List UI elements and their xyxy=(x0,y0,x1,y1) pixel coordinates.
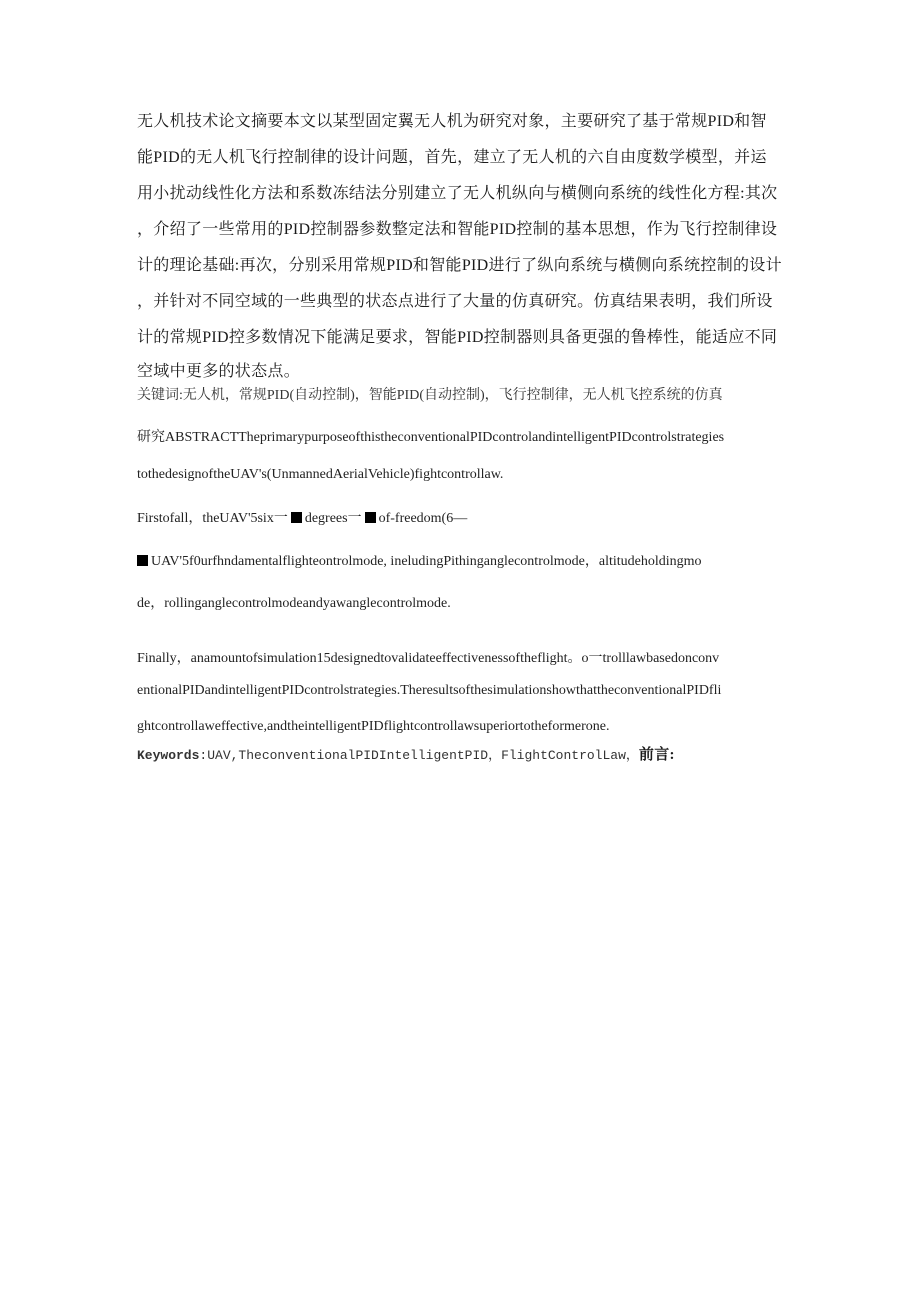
abstract-cn-line: 能PID的无人机飞行控制律的设计问题，首先，建立了无人机的六自由度数学模型，并运 xyxy=(137,149,767,166)
preface-heading: 前言: xyxy=(638,747,675,763)
abstract-en-line: tothedesignoftheUAV's(UnmannedAerialVehicle)fightcontrollaw. xyxy=(137,467,504,482)
abstract-en-line xyxy=(137,507,467,527)
keywords-en-value: :UAV,TheconventionalPIDIntelligentPID，FlightControlLaw， xyxy=(199,748,639,763)
abstract-en-fragment: of-freedom(6— xyxy=(378,511,468,526)
abstract-en-fragment: UAV'5f0urfhndamentalflighteontrolmode, ineludingPithinganglecontrolmode，altitudeholdingmo xyxy=(151,554,702,569)
keywords-cn: 关键词:无人机，常规PID(自动控制)，智能PID(自动控制)，飞行控制律，无人机飞控系统的仿真 xyxy=(137,388,723,403)
abstract-cn-line: 空域中更多的状态点。 xyxy=(137,363,301,380)
abstract-en-line: Finally，anamountofsimulation15designedtovalidateeffectivenessoftheflight。o一trolllawbasedonconv xyxy=(137,651,720,666)
abstract-en-line xyxy=(137,550,702,570)
abstract-cn-line: ，介绍了一些常用的PID控制器参数整定法和智能PID控制的基本思想，作为飞行控制律设 xyxy=(137,221,778,238)
black-square-glyph xyxy=(291,512,302,523)
abstract-en-fragment: Firstofall，theUAV'5six一 xyxy=(137,511,288,526)
abstract-cn-line: 计的常规PID控多数情况下能满足要求，智能PID控制器则具备更强的鲁棒性，能适应不同 xyxy=(137,329,778,346)
abstract-en-line: 研究ABSTRACTTheprimarypurposeofthistheconventionalPIDcontrolandintelligentPIDcontrolstrategies xyxy=(137,430,725,445)
abstract-en-line: de，rollinganglecontrolmodeandyawanglecontrolmode. xyxy=(137,596,451,611)
abstract-en-fragment: degrees一 xyxy=(304,511,362,526)
abstract-cn-line: ，并针对不同空域的一些典型的状态点进行了大量的仿真研究。仿真结果表明，我们所设 xyxy=(137,293,773,310)
abstract-en-line: ghtcontrollaweffective,andtheintelligentPIDflightcontrollawsuperiortotheformerone. xyxy=(137,719,610,734)
black-square-glyph xyxy=(365,512,376,523)
abstract-cn-line: 无人机技术论文摘要本文以某型固定翼无人机为研究对象，主要研究了基于常规PID和智 xyxy=(137,113,767,130)
abstract-en-line: entionalPIDandintelligentPIDcontrolstrategies.TheresultsofthesimulationshowthattheconventionalPIDfli xyxy=(137,683,722,698)
keywords-en xyxy=(137,743,675,764)
keywords-en-label: Keywords xyxy=(137,748,200,763)
abstract-cn-line: 计的理论基础:再次，分别采用常规PID和智能PID进行了纵向系统与横侧向系统控制的设计 xyxy=(137,257,782,274)
abstract-cn-line: 用小扰动线性化方法和系数冻结法分别建立了无人机纵向与横侧向系统的线性化方程:其次 xyxy=(137,185,778,202)
black-square-glyph xyxy=(137,555,148,566)
